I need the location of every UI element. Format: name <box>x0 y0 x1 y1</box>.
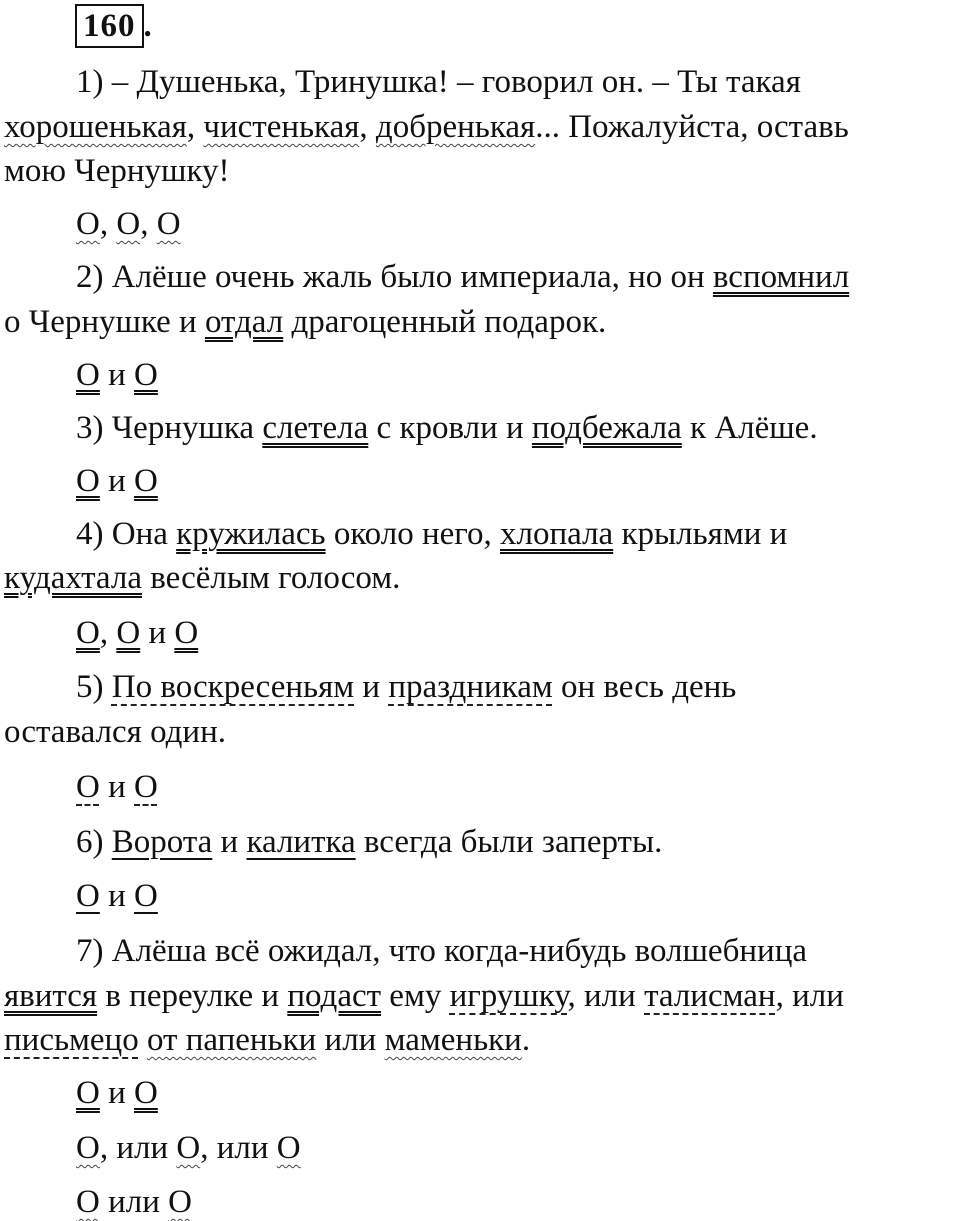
exercise-number-box: 160 <box>75 4 144 48</box>
s7-scheme-3: О или О <box>76 1184 192 1220</box>
exercise-number: 160 . <box>75 4 152 48</box>
s3-scheme: О и О <box>76 463 158 499</box>
s5-line-2: оставался один. <box>4 714 226 750</box>
s7-line-3: письмецо от папеньки или маменьки. <box>4 1022 531 1058</box>
s6-line-1: 6) Ворота и калитка всегда были заперты. <box>76 824 663 860</box>
s4-line-2: кудахтала весёлым голосом. <box>4 560 401 596</box>
s5-scheme: О и О <box>76 769 158 805</box>
s7-scheme-1: О и О <box>76 1075 158 1111</box>
s6-scheme: О и О <box>76 878 158 914</box>
s5-line-1: 5) По воскресеньям и праздникам он весь день <box>76 669 737 705</box>
s1-line-2: хорошенькая, чистенькая, добренькая... Пожалуйста, оставь <box>4 109 849 145</box>
s7-scheme-2: О, или О, или О <box>76 1130 301 1166</box>
s1-line-1: 1) – Душенька, Тринушка! – говорил он. – Ты такая <box>76 64 801 100</box>
s7-line-1: 7) Алёша всё ожидал, что когда-нибудь волшебница <box>76 933 807 969</box>
s1-scheme: О, О, О <box>76 206 181 242</box>
s3-line-1: 3) Чернушка слетела с кровли и подбежала к Алёше. <box>76 410 818 446</box>
s1-line-3: мою Чернушку! <box>4 153 230 189</box>
s2-line-1: 2) Алёше очень жаль было империала, но он вспомнил <box>76 259 850 295</box>
s4-scheme: О, О и О <box>76 615 199 651</box>
s7-line-2: явится в переулке и подаст ему игрушку, или талисман, или <box>4 978 844 1014</box>
s2-line-2: о Чернушке и отдал драгоценный подарок. <box>4 304 607 340</box>
s4-line-1: 4) Она кружилась около него, хлопала крыльями и <box>76 516 788 552</box>
s2-scheme: О и О <box>76 357 158 393</box>
